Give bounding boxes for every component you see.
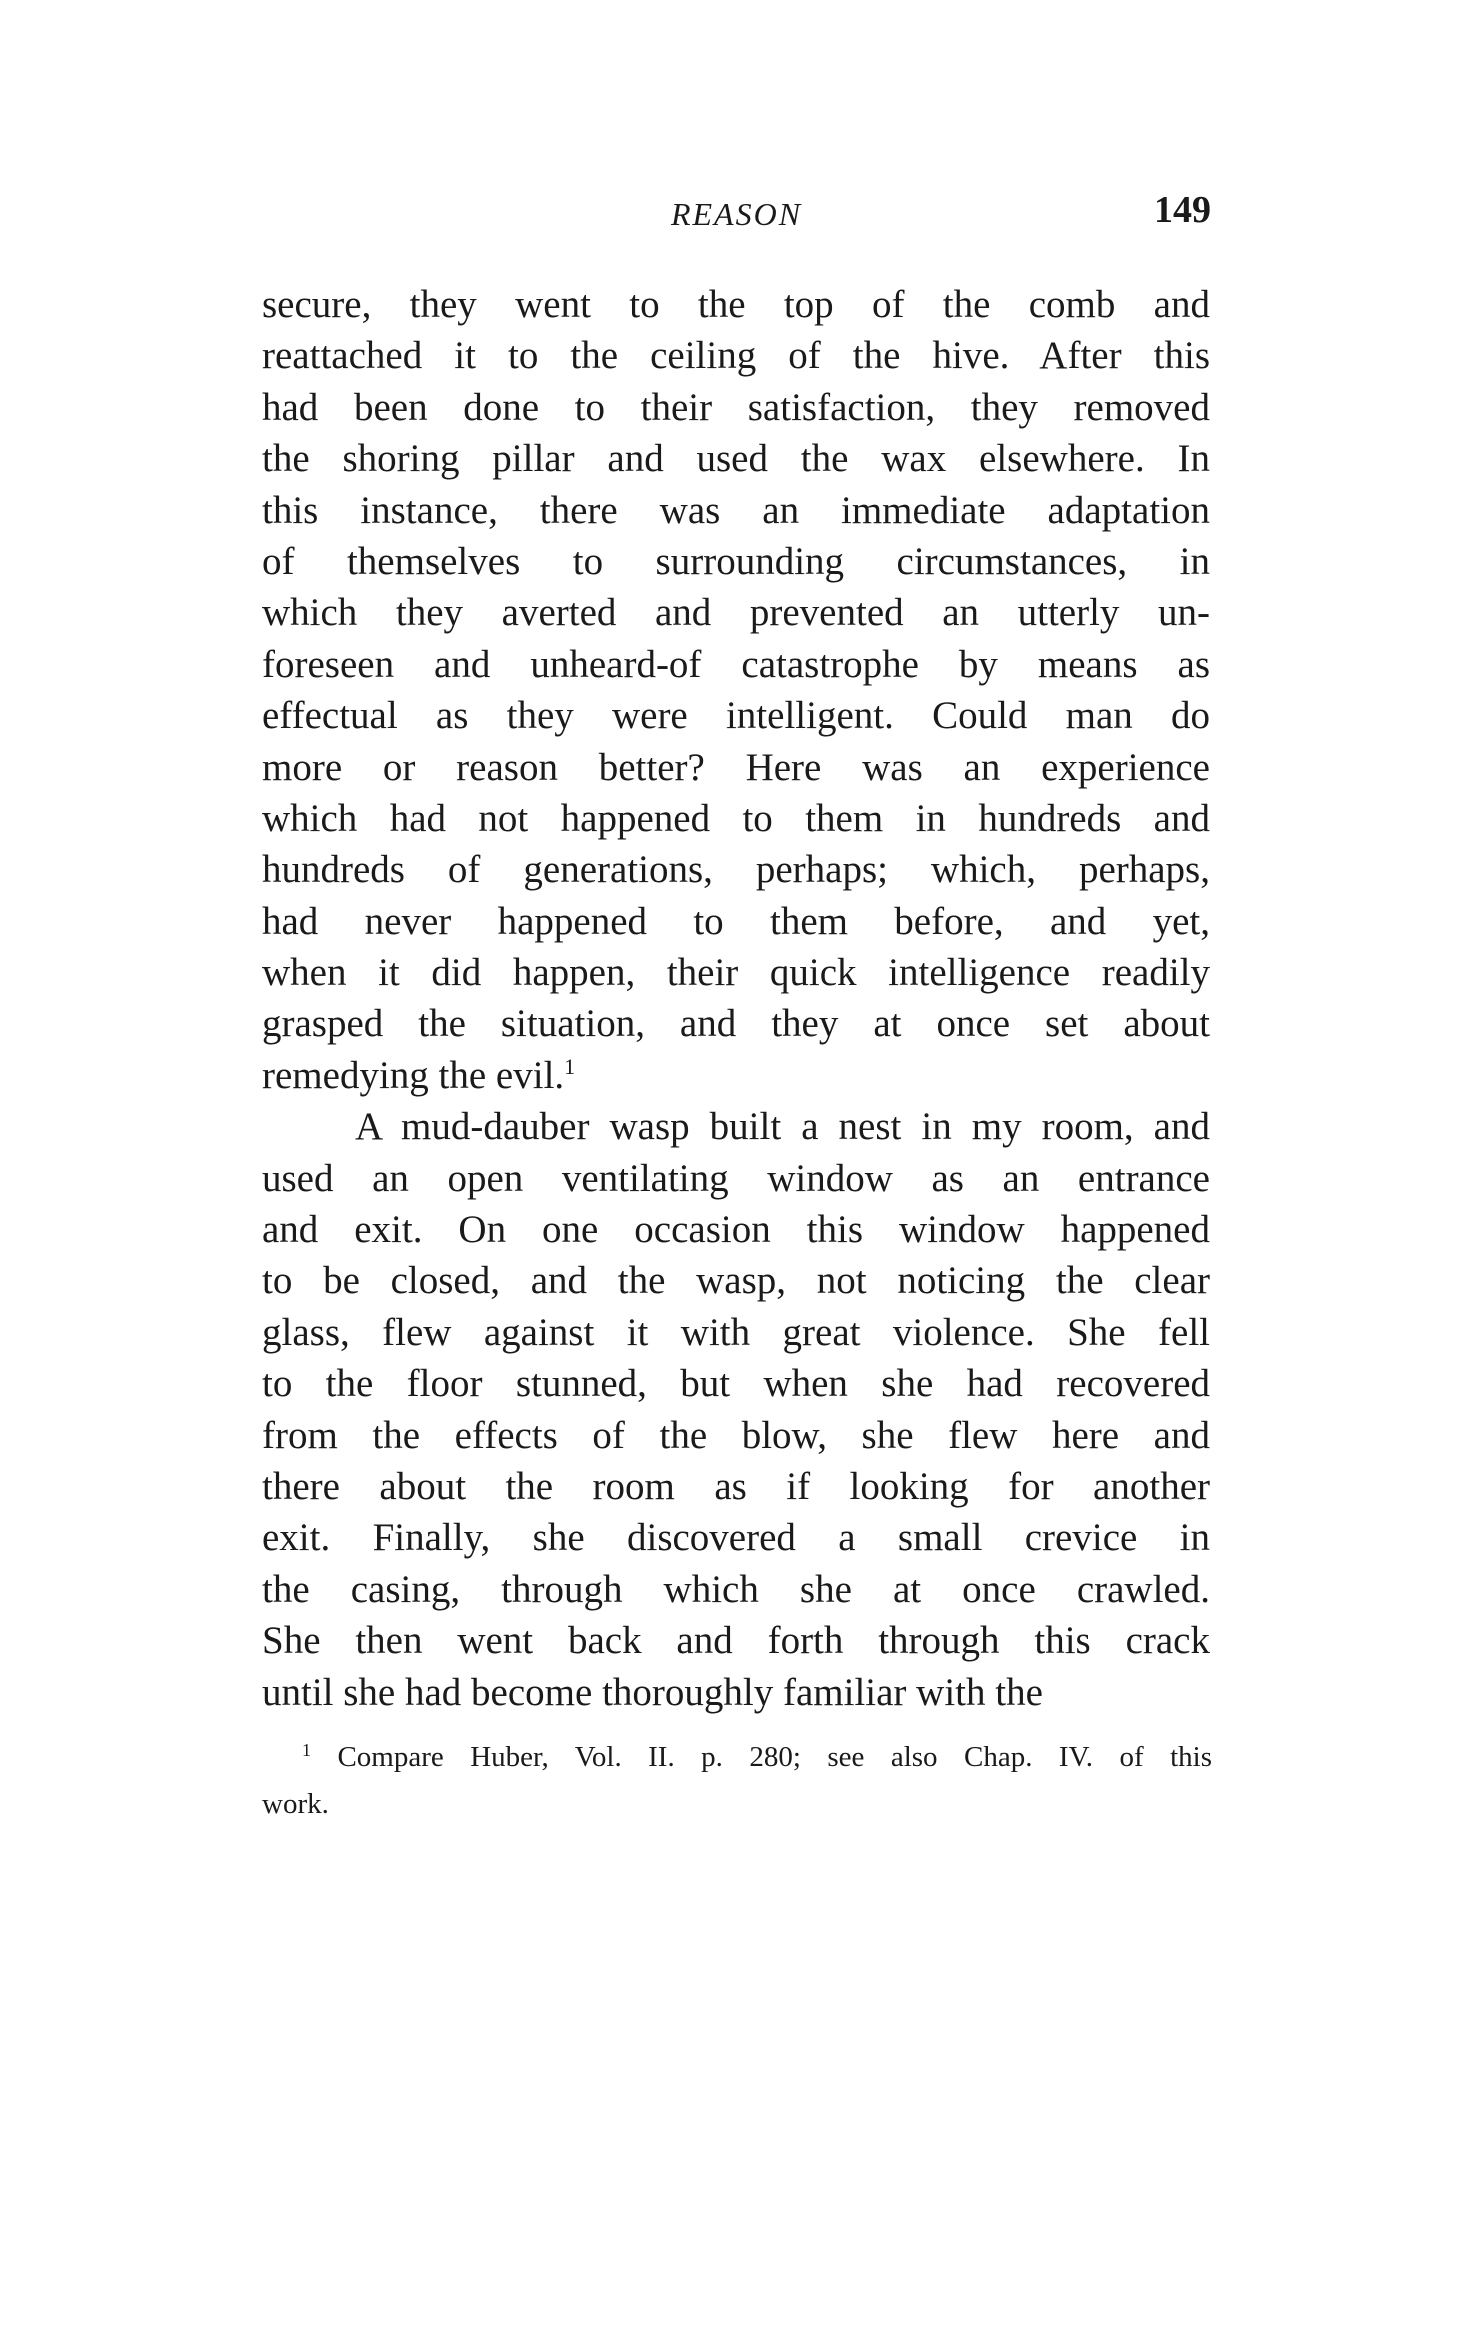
text-line: A mud-dauber wasp built a nest in my room, and [355, 1105, 1210, 1149]
body-text [262, 279, 1210, 1718]
text-line: from the effects of the blow, she flew here and [262, 1413, 1210, 1457]
text-line: until she had become thoroughly familiar with the [262, 1670, 1043, 1714]
text-line: exit. Finally, she discovered a small crevice in [262, 1516, 1210, 1560]
text-line: the shoring pillar and used the wax elsewhere. In [262, 437, 1210, 481]
text-line: this instance, there was an immediate adaptation [262, 488, 1210, 532]
text-line: had never happened to them before, and yet, [262, 899, 1210, 943]
text-line: glass, flew against it with great violence. She fell [262, 1310, 1210, 1354]
running-head: REASON [670, 196, 803, 232]
page-number: 149 [1154, 189, 1211, 231]
text-line: of themselves to surrounding circumstances, in [262, 539, 1210, 583]
text-line: hundreds of generations, perhaps; which, perhaps, [262, 848, 1210, 892]
text-line: which had not happened to them in hundreds and [262, 796, 1210, 840]
text-line: used an open ventilating window as an entrance [262, 1156, 1210, 1200]
text-line: secure, they went to the top of the comb and [262, 283, 1210, 326]
footnote-line: $^1$ Compare Huber, Vol. II. p. 280; see also Chap. IV. of this [302, 1740, 1212, 1773]
text-line: which they averted and prevented an utterly un- [262, 591, 1210, 635]
footnote [262, 1734, 1212, 1828]
text-line: when it did happen, their quick intelligence readily [262, 951, 1210, 995]
footnote-line: work. [262, 1788, 329, 1820]
text-line: reattached it to the ceiling of the hive. After this [262, 334, 1210, 378]
text-line: She then went back and forth through this crack [262, 1619, 1210, 1663]
text-line: grasped the situation, and they at once set about [262, 1002, 1210, 1046]
footnote-reference[interactable]: 1 [564, 1053, 576, 1079]
text-line: to be closed, and the wasp, not noticing the clear [262, 1259, 1210, 1303]
text-line: and exit. On one occasion this window happened [262, 1208, 1210, 1252]
text-line: the casing, through which she at once crawled. [262, 1567, 1210, 1611]
text-line: to the floor stunned, but when she had recovered [262, 1362, 1210, 1406]
text-line: remedying the evil.$^1$ [262, 1053, 576, 1097]
text-line: effectual as they were intelligent. Could man do [262, 694, 1210, 738]
text-line: foreseen and unheard-of catastrophe by means as [262, 642, 1210, 686]
text-line: had been done to their satisfaction, they removed [262, 385, 1210, 429]
footnote-marker: 1 [302, 1740, 311, 1760]
text-line: more or reason better? Here was an experience [262, 745, 1210, 789]
text-line: there about the room as if looking for another [262, 1464, 1210, 1508]
